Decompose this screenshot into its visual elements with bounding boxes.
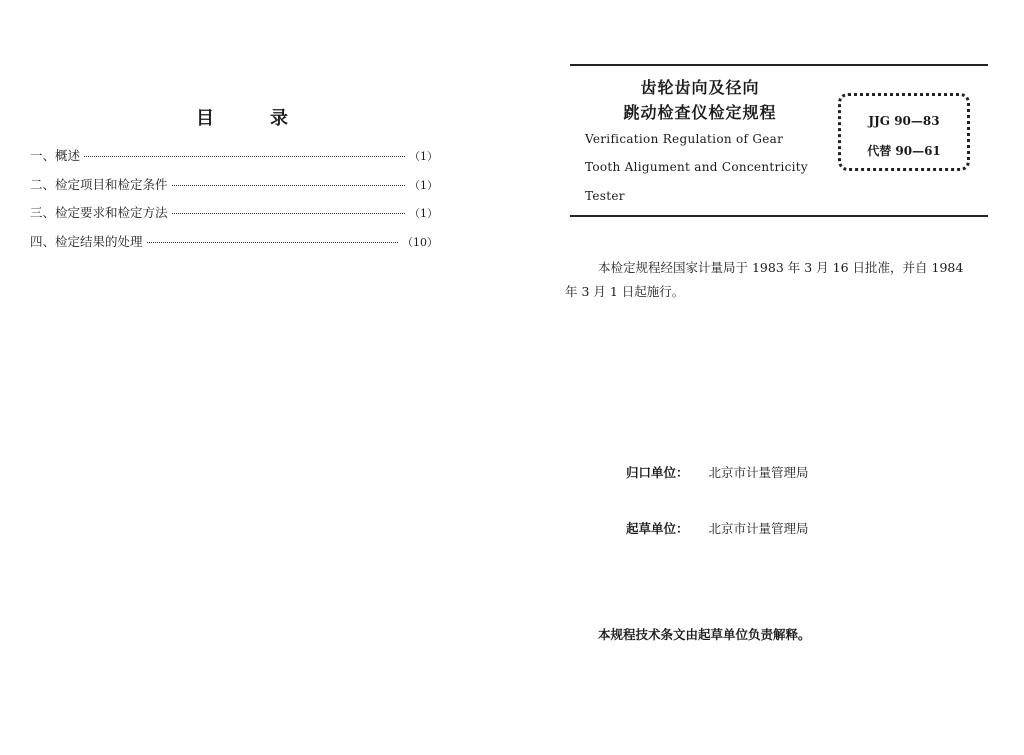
toc-entry[interactable] <box>30 232 438 261</box>
toc-leader-dots <box>172 185 405 186</box>
drafting-unit <box>626 519 809 537</box>
drafting-unit-value: 北京市计量管理局 <box>708 521 809 536</box>
toc-title-char-2: 录 <box>270 108 288 129</box>
toc-entry-page: （10） <box>402 235 438 249</box>
interpretation-note: 本规程技术条文由起草单位负责解释。 <box>598 627 811 642</box>
toc-entry-page: （1） <box>409 178 438 192</box>
toc-title-char-1: 目 <box>196 108 214 129</box>
toc-entry-page: （1） <box>409 207 438 220</box>
responsible-unit <box>626 463 809 481</box>
toc-entry-label: 四、检定结果的处理 <box>30 233 143 249</box>
drafting-unit-label: 起草单位： <box>626 521 689 536</box>
responsible-unit-label: 归口单位： <box>626 465 689 480</box>
bottom-rule <box>570 215 988 217</box>
title-en-line-3: Tester <box>585 189 625 203</box>
approval-line-2: 年 3 月 1 日起施行。 <box>565 284 685 299</box>
title-en-line-1: Verification Regulation of Gear <box>585 132 784 146</box>
toc-entry[interactable] <box>30 203 438 232</box>
title-cn-line-1: 齿轮齿向及径向 <box>640 78 760 97</box>
toc-list <box>30 146 438 260</box>
title-cn-line-2: 跳动检查仪检定规程 <box>623 103 777 122</box>
stamp-code: JJG 90—83 <box>868 114 940 128</box>
toc-entry[interactable] <box>30 146 438 175</box>
toc-page <box>0 0 500 755</box>
stamp-replace: 代替 90—61 <box>867 144 941 158</box>
toc-title <box>196 104 288 130</box>
toc-leader-dots <box>172 213 405 214</box>
toc-entry-label: 二、检定项目和检定条件 <box>30 176 168 192</box>
toc-entry-label: 三、检定要求和检定方法 <box>30 205 168 220</box>
title-en-line-2: Tooth Aligument and Concentricity <box>585 160 809 174</box>
approval-line-1: 本检定规程经国家计量局于 1983 年 3 月 16 日批准，并自 1984 <box>598 260 964 275</box>
responsible-unit-value: 北京市计量管理局 <box>708 465 809 480</box>
top-rule <box>570 64 988 66</box>
standard-code-stamp <box>838 93 970 171</box>
toc-entry-page: （1） <box>409 150 438 163</box>
toc-entry[interactable] <box>30 175 438 204</box>
toc-leader-dots <box>147 242 398 243</box>
toc-leader-dots <box>84 156 405 157</box>
toc-entry-label: 一、概述 <box>30 148 81 163</box>
